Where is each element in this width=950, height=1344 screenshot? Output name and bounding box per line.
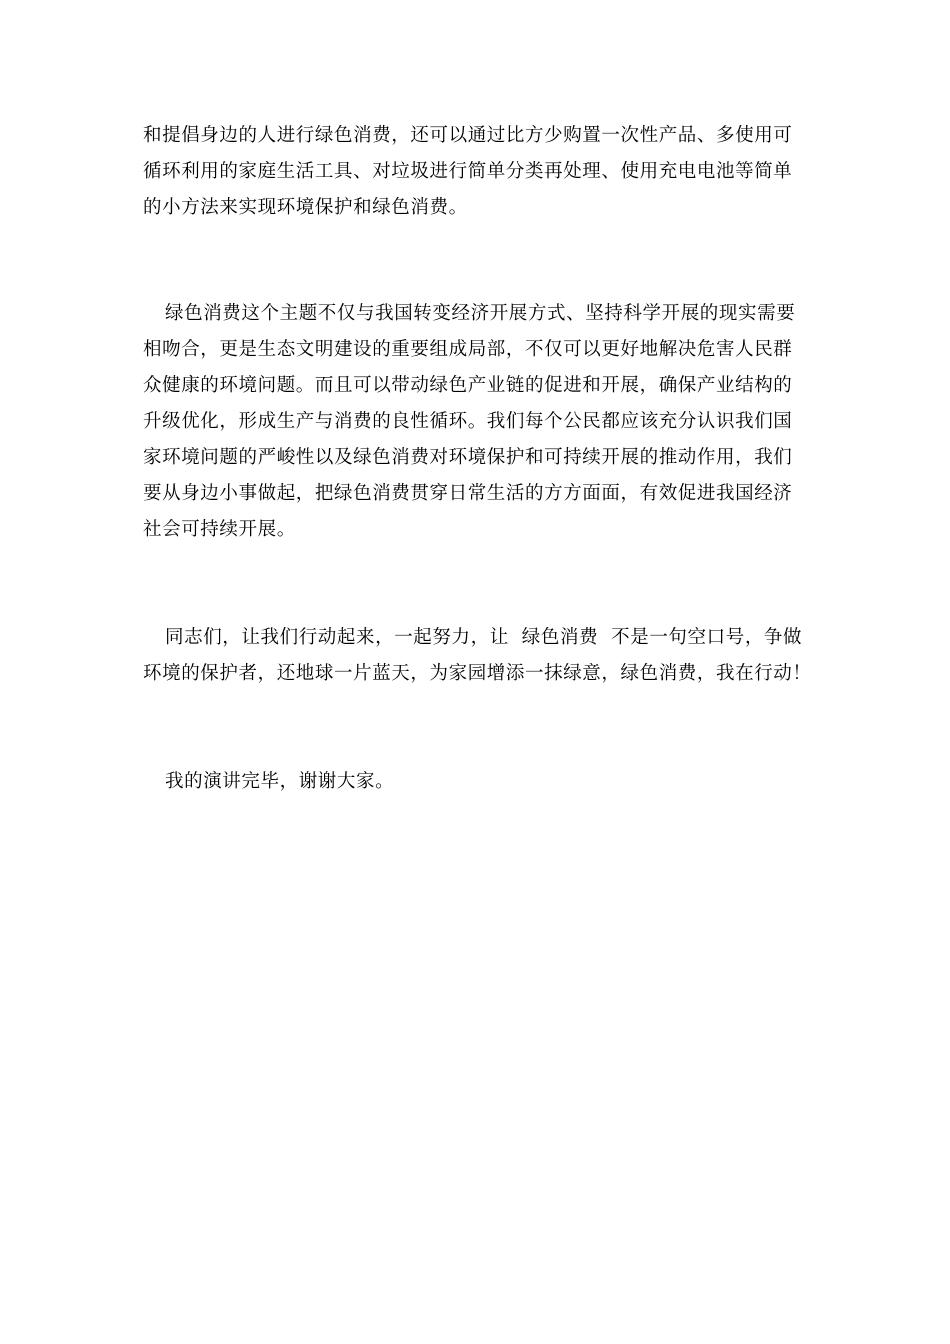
text-line: 环境的保护者，还地球一片蓝天，为家园增添一抹绿意，绿色消费，我在行动！ — [143, 663, 812, 684]
paragraph-4 — [143, 764, 813, 800]
text-line: 绿色消费这个主题不仅与我国转变经济开展方式、坚持科学开展的现实需要 — [165, 303, 796, 324]
paragraph-2 — [143, 296, 813, 548]
text-line: 家环境问题的严峻性以及绿色消费对环境保护和可持续开展的推动作用，我们 — [143, 447, 793, 468]
paragraph-1 — [143, 118, 813, 226]
text-line: 和提倡身边的人进行绿色消费，还可以通过比方少购置一次性产品、多使用可 — [143, 125, 793, 146]
text-line: 相吻合，更是生态文明建设的重要组成局部，不仅可以更好地解决危害人民群 — [143, 339, 793, 360]
text-line: 我的演讲完毕，谢谢大家。 — [165, 771, 395, 792]
text-line: 社会可持续开展。 — [143, 519, 296, 540]
text-line: 要从身边小事做起，把绿色消费贯穿日常生活的方方面面，有效促进我国经济 — [143, 483, 793, 504]
text-line: 升级优化，形成生产与消费的良性循环。我们每个公民都应该充分认识我们国 — [143, 411, 793, 432]
text-line: 同志们，让我们行动起来，一起努力，让 绿色消费 不是一句空口号，争做 — [165, 627, 803, 648]
text-line: 循环利用的家庭生活工具、对垃圾进行简单分类再处理、使用充电电池等简单 — [143, 161, 793, 182]
text-line: 的小方法来实现环境保护和绿色消费。 — [143, 197, 468, 218]
paragraph-3 — [143, 620, 813, 692]
text-line: 众健康的环境问题。而且可以带动绿色产业链的促进和开展，确保产业结构的 — [143, 375, 793, 396]
